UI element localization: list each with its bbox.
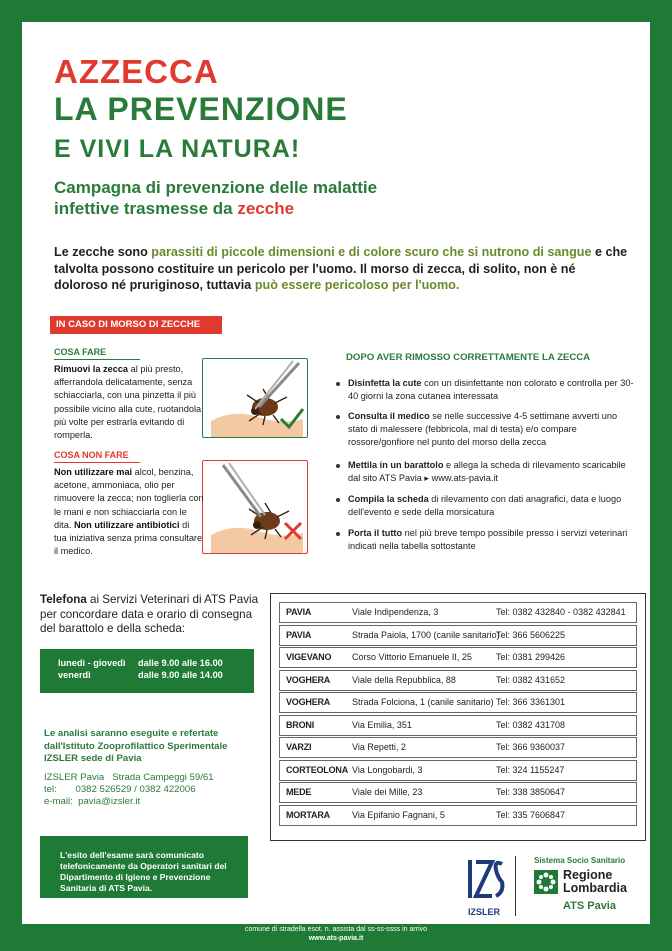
table-row	[279, 782, 637, 803]
table-address: Viale dei Mille, 23	[352, 787, 423, 797]
step-compila	[336, 493, 636, 519]
table-row	[279, 602, 637, 623]
cosa-non-fare-bold-2: Non utilizzare antibiotici	[73, 519, 180, 530]
headline-azzecca: AZZECCA	[54, 53, 219, 90]
cosa-fare-bold: Rimuovi la zecca	[54, 364, 129, 374]
table-address: Via Longobardi, 3	[352, 764, 423, 775]
step-5-bold: Porta il tutto	[348, 528, 403, 538]
izsler-name: IZSLER Pavia	[44, 772, 105, 783]
cosa-fare-underline	[54, 359, 140, 360]
table-address: Via Emilia, 351	[352, 719, 412, 730]
table-row	[279, 692, 637, 713]
table-address: Viale della Repubblica, 88	[352, 674, 456, 685]
intro-text-3: e che talvolta possono costituire un pericolo per l'uomo. Il morso di zecca, di solito, non è né doloroso né pruriginoso, tuttavia	[54, 245, 628, 292]
cosa-non-fare-body-2: di tua iniziativa senza prima consultare il medico.	[54, 519, 203, 557]
logo-divider	[515, 856, 516, 916]
table-city: MEDE	[286, 787, 312, 797]
izsler-logo-text: IZSLER	[467, 907, 500, 917]
table-phone: Tel: 0382 431708	[496, 719, 566, 730]
table-city: VOGHERA	[286, 697, 331, 707]
table-city: VARZI	[286, 742, 312, 752]
izsler-logo	[462, 858, 506, 916]
subtitle-part-1: Campagna di prevenzione delle malattie	[54, 178, 378, 197]
sistema-label: Sistema Socio Sanitario	[534, 856, 626, 865]
intro-paragraph	[54, 244, 629, 294]
headline-vivi-natura: E VIVI LA NATURA!	[54, 135, 301, 163]
izsler-address: Strada Campeggi 59/61	[112, 772, 214, 783]
rose-camuna-icon	[534, 870, 558, 894]
ats-pavia-text: ATS Pavia	[563, 900, 616, 912]
regione-text: Regione	[563, 868, 613, 882]
step-5-text: nel più breve tempo possibile presso i servizi veterinari indicati nella tabella sottostante	[348, 528, 628, 551]
step-1-bold: Disinfetta la cute	[348, 378, 422, 388]
wrong-removal-illustration-icon	[203, 461, 307, 553]
subtitle-part-2: infettive trasmesse da	[54, 199, 233, 218]
table-city: PAVIA	[286, 629, 312, 640]
table-row	[279, 737, 637, 758]
footer	[0, 925, 672, 943]
footer-website-link[interactable]: www.ats-pavia.it	[308, 935, 364, 942]
regione-lombardia-logo	[534, 856, 644, 912]
table-city: MORTARA	[286, 809, 330, 820]
table-row	[279, 805, 637, 826]
table-phone: Tel: 366 3361301	[496, 697, 566, 707]
table-phone: Tel: 0382 431652	[496, 674, 566, 685]
table-city: VIGEVANO	[286, 652, 332, 662]
step-barattolo	[336, 459, 636, 485]
step-porta	[336, 527, 636, 553]
opening-hours-box	[40, 649, 254, 693]
table-address: Viale Indipendenza, 3	[352, 607, 439, 617]
table-address: Corso Vittorio Emanuele II, 25	[352, 652, 472, 662]
cosa-fare-title: COSA FARE	[54, 347, 107, 357]
veterinary-services-table	[270, 593, 646, 841]
table-phone: Tel: 366 9360037	[496, 742, 566, 752]
subtitle-zecche: zecche	[237, 199, 295, 218]
esito-box	[40, 836, 248, 898]
table-phone: Tel: 335 7606847	[496, 809, 566, 820]
esito-text: L'esito dell'esame sarà comunicato telefonicamente da Operatori sanitari del Dipartimento di Igiene e Prevenzione Sanitaria di ATS Pavia.	[60, 850, 227, 893]
headline-prevenzione: LA PREVENZIONE	[54, 91, 348, 127]
hours-days-2: venerdì	[58, 670, 91, 680]
step-3-bold: Mettila in un barattolo	[348, 460, 444, 470]
cosa-fare-text	[54, 363, 204, 442]
table-city: PAVIA	[286, 607, 312, 617]
table-address: Strada Paiola, 1700 (canile sanitario)	[352, 629, 500, 640]
cosa-non-fare-text	[54, 466, 204, 558]
campaign-subtitle	[54, 177, 474, 219]
analisi-text: Le analisi saranno eseguite e refertate dall'Istituto Zooprofilattico Sperimentale IZSLER sede di Pavia	[44, 728, 228, 764]
cosa-fare-illustration-box	[202, 358, 308, 438]
section-bar-morso: IN CASO DI MORSO DI ZECCHE	[50, 316, 222, 334]
hours-days-1: lunedì - giovedì	[58, 658, 126, 668]
tick-removal-illustration-icon	[203, 359, 307, 437]
table-phone: Tel: 0381 299426	[496, 652, 566, 662]
step-consulta	[336, 410, 636, 449]
cosa-non-fare-body-1: alcol, benzina, acetone, ammoniaca, olio per rimuovere la zecca; non toglierla con le mani e non schiacciarla con le dita.	[54, 467, 204, 530]
table-row	[279, 670, 637, 691]
step-1-text: con un disinfettante non colorato e controlla per 30-40 giorni la zona cutanea interessata	[348, 378, 634, 401]
cosa-fare-body: al più presto, afferrandola delicatamente, senza schiacciarla, con una pinzetta il più possibile vicino alla cute, ruotandola più volte per estrarla evitando di romperla.	[54, 364, 202, 441]
step-4-bold: Compila la scheda	[348, 494, 429, 504]
telefona-normal: ai Servizi Veterinari di ATS Pavia	[90, 593, 259, 606]
telefona-normal-2: per concordare data e orario di consegna del barattolo e della scheda:	[40, 607, 253, 635]
table-phone: Tel: 338 3850647	[496, 787, 566, 797]
izsler-email-link[interactable]: pavia@izsler.it	[78, 796, 141, 807]
hours-time-2: dalle 9.00 alle 14.00	[138, 670, 223, 680]
table-row	[279, 625, 637, 646]
step-2-text: se nelle successive 4-5 settimane avverti uno stato di malessere (febbricola, mal di testa) e/o compare rossore/gonfiore nel punto del morso della zecca	[348, 411, 618, 447]
cosa-non-fare-bold-1: Non utilizzare mai	[54, 467, 133, 477]
table-city: CORTEOLONA	[286, 764, 348, 775]
table-city: VOGHERA	[286, 674, 331, 685]
table-row	[279, 715, 637, 736]
table-address: Strada Folciona, 1 (canile sanitario)	[352, 697, 494, 707]
poster-sheet	[22, 22, 650, 924]
izsler-logo-icon	[462, 858, 506, 902]
step-2-bold: Consulta il medico	[348, 411, 430, 421]
step-3-text: e allega la scheda di rilevamento scaricabile dal sito ATS Pavia ▸ www.ats-pavia.it	[348, 460, 626, 483]
table-row	[279, 760, 637, 781]
telefona-bold-1: Telefona	[40, 593, 87, 606]
intro-text-1: Le zecche sono	[54, 245, 148, 259]
cosa-non-fare-title: COSA NON FARE	[54, 450, 129, 460]
izsler-tel: 0382 526529 / 0382 422006	[75, 784, 196, 795]
table-row	[279, 647, 637, 668]
table-address: Via Epifanio Fagnani, 5	[352, 809, 445, 820]
step-4-text: di rilevamento con dati anagrafici, data e luogo dell'evento e sede della morsicatura	[348, 494, 622, 517]
footer-protocol: comune di stradella esot. n. assista dal ss-ss-ssss in arrivo	[244, 926, 428, 933]
izsler-contact	[44, 772, 214, 808]
cosa-non-fare-underline	[54, 462, 140, 463]
intro-text-4: può essere pericoloso per l'uomo.	[254, 278, 460, 292]
table-phone: Tel: 366 5606225	[496, 629, 566, 640]
izsler-email-label: e-mail:	[44, 796, 73, 807]
table-phone: Tel: 0382 432840 - 0382 432841	[496, 607, 626, 617]
step-disinfetta	[336, 377, 636, 403]
table-address: Via Repetti, 2	[352, 742, 406, 752]
lombardia-text: Lombardia	[563, 881, 627, 895]
izsler-tel-label: tel:	[44, 784, 57, 795]
intro-text-2: parassiti di piccole dimensioni e di colore scuro che si nutrono di sangue	[151, 245, 592, 259]
dopo-title: DOPO AVER RIMOSSO CORRETTAMENTE LA ZECCA	[346, 352, 591, 363]
telefona-text	[40, 593, 260, 637]
table-phone: Tel: 324 1155247	[496, 764, 565, 775]
hours-time-1: dalle 9.00 alle 16.00	[138, 658, 223, 668]
cosa-non-fare-illustration-box	[202, 460, 308, 554]
table-city: BRONI	[286, 719, 314, 730]
